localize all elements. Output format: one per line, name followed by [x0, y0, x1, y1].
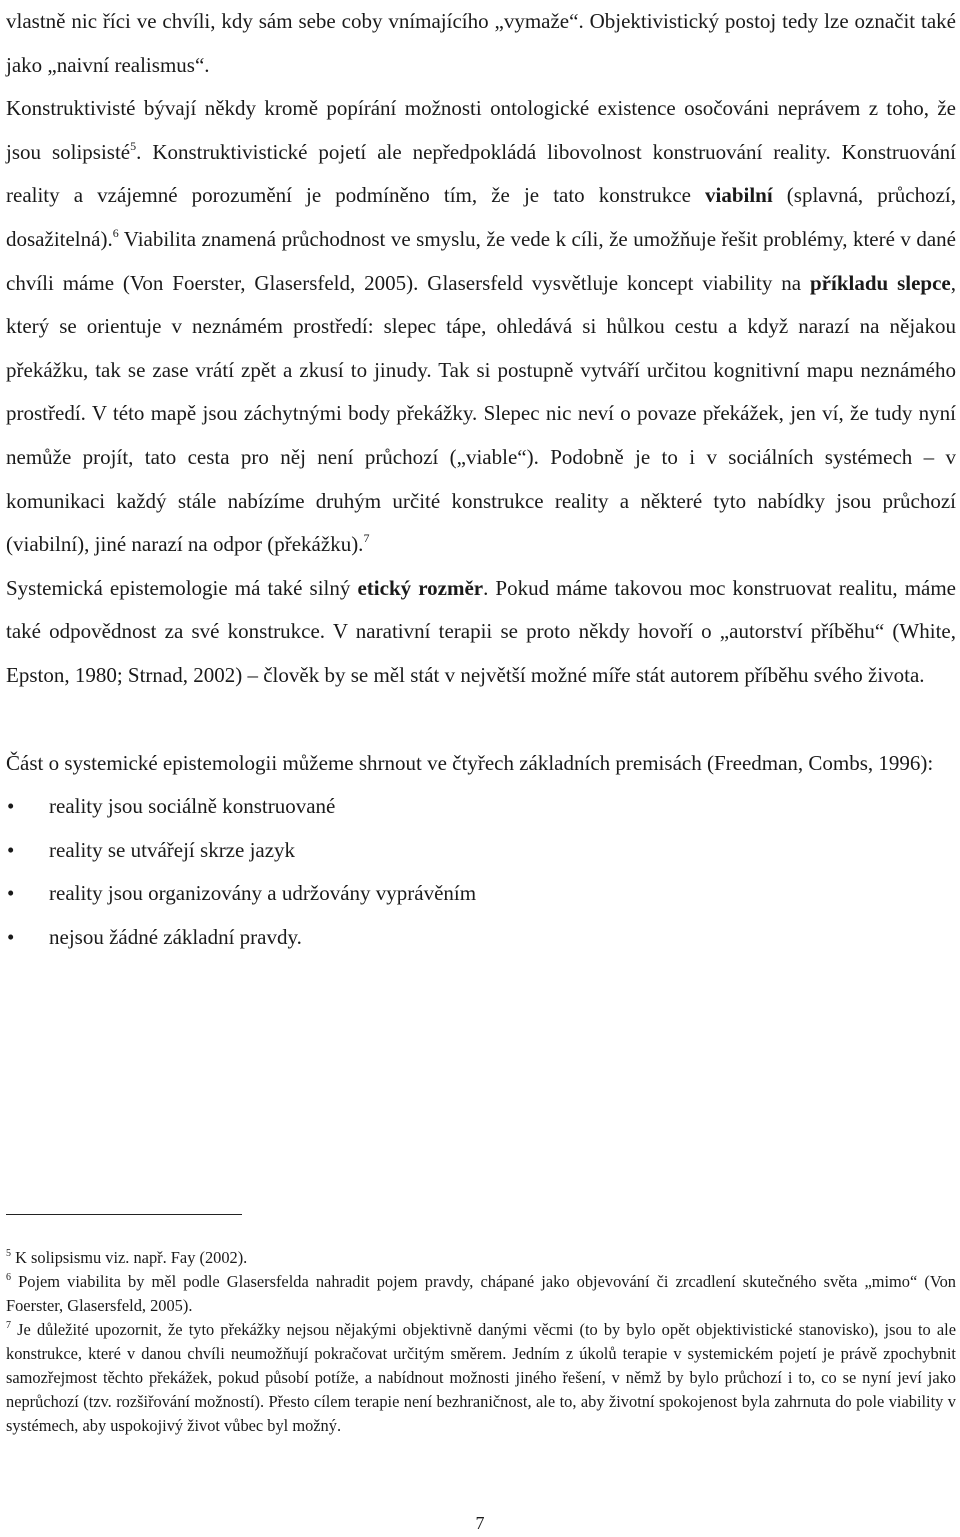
- footnote-number: 5: [6, 1248, 11, 1259]
- list-item: [6, 785, 956, 829]
- footnote-5: [6, 1246, 956, 1270]
- paragraph-2-text-a: Konstruktivisté bývají někdy kromě popírání možnosti ontologické existence osočováni neprávem z toho, že jsou solipsisté: [6, 96, 956, 164]
- bullet-icon: •: [7, 837, 15, 862]
- paragraph-2: [6, 87, 956, 567]
- footnote-text: Je důležité upozornit, že tyto překážky nejsou nějakými objektivně danými věcmi (to by bylo opět objektivistické stanovisko), jsou to ale konstrukce, které v danou chvíli neumožňují pokračovat určitým směrem. Jedním z úkolů terapie v systemickém pojetí je právě zpochybnit samozřejmost těchto překážek, pokud působí potíže, a nabídnout možnosti jiného řešení, v němž by bylo průchozí i to, co se nyní jeví jako neprůchozí (tzv. rozšiřování možností). Přesto cílem terapie není bezhraničnost, ale to, aby životní spokojenost byla zahrnuta do pole viability v systémech, aby uspokojivý život vůbec byl možný.: [6, 1320, 956, 1435]
- list-item-text: reality se utvářejí skrze jazyk: [49, 837, 296, 862]
- paragraph-spacer: [6, 698, 956, 742]
- footnote-ref-7[interactable]: 7: [363, 531, 370, 546]
- footnote-number: 6: [6, 1272, 11, 1283]
- term-priklad-slepce: příkladu slepce: [810, 270, 951, 295]
- bullet-icon: •: [7, 794, 15, 819]
- list-item-text: nejsou žádné základní pravdy.: [49, 924, 302, 949]
- footnote-ref-6[interactable]: 6: [112, 225, 119, 240]
- paragraph-1-text: vlastně nic říci ve chvíli, kdy sám sebe coby vnímajícího „vymaže“. Objektivistický postoj tedy lze označit také jako „naivní realismus“.: [6, 9, 956, 77]
- list-item: [6, 916, 956, 960]
- paragraph-4: [6, 742, 956, 786]
- paragraph-2-text-e: , který se orientuje v neznámém prostředí: slepec tápe, ohledává si hůlkou cestu a když narazí na nějakou překážku, tak se zase vrátí zpět a zkusí to jinudy. Tak si postupně vytváří určitou kognitivní mapu neznámého prostředí. V této mapě jsou záchytnými body překážky. Slepec nic neví o povaze překážek, jen ví, že tudy nyní nemůže projít, tato cesta pro něj není průchozí („viable“). Podobně je to i v sociálních systémech – v komunikaci každý stále nabízíme druhým určité konstrukce reality a některé tyto nabídky jsou průchozí (viabilní), jiné narazí na odpor (překážku).: [6, 270, 956, 557]
- bullet-icon: •: [7, 881, 15, 906]
- page-number: 7: [475, 1513, 485, 1533]
- paragraph-3-text-b: . Pokud máme takovou moc konstruovat realitu, máme také odpovědnost za své konstrukce. V narativní terapii se proto někdy hovoří o „autorství příběhu“ (White, Epston, 1980; Strnad, 2002) – člověk by se měl stát v největší možné míře stát autorem příběhu svého života.: [6, 575, 957, 687]
- list-item: [6, 829, 956, 873]
- paragraph-4-text: Část o systemické epistemologii můžeme shrnout ve čtyřech základních premisách (Freedman, Combs, 1996):: [6, 750, 934, 775]
- paragraph-2-text-d: Viabilita znamená průchodnost ve smyslu, že vede k cíli, že umožňuje řešit problémy, které v dané chvíli máme (Von Foerster, Glasersfeld, 2005). Glasersfeld vysvětluje koncept viability na: [6, 226, 956, 295]
- paragraph-2-text-b: . Konstruktivistické pojetí ale nepředpokládá libovolnost konstruování reality. Konstruování reality a vzájemné porozumění je podmíněno tím, že je tato konstrukce: [6, 139, 957, 208]
- footnote-number: 7: [6, 1320, 11, 1331]
- main-text: [6, 0, 956, 959]
- footnote-7: [6, 1318, 956, 1438]
- paragraph-3-text-a: Systemická epistemologie má také silný: [6, 575, 358, 600]
- footnote-text: Pojem viabilita by měl podle Glasersfelda nahradit pojem pravdy, chápané jako objevování či zrcadlení skutečného světa „mimo“ (Von Foerster, Glasersfeld, 2005).: [6, 1272, 956, 1315]
- paragraph-2-text-c: (splavná, průchozí, dosažitelná).: [6, 183, 956, 251]
- footnote-separator: [6, 1214, 242, 1215]
- footnote-text: K solipsismu viz. např. Fay (2002).: [11, 1248, 248, 1267]
- list-item: [6, 872, 956, 916]
- footnote-6: [6, 1270, 956, 1318]
- footnote-ref-5[interactable]: 5: [130, 138, 137, 153]
- bullet-icon: •: [7, 924, 15, 949]
- paragraph-3: [6, 567, 956, 698]
- term-viabilni: viabilní: [705, 183, 773, 208]
- term-eticky-rozmer: etický rozměr: [357, 575, 484, 600]
- premises-list: [6, 785, 956, 959]
- footnotes: [6, 1246, 956, 1438]
- list-item-text: reality jsou sociálně konstruované: [49, 794, 336, 819]
- list-item-text: reality jsou organizovány a udržovány vyprávěním: [49, 881, 477, 906]
- paragraph-1: [6, 0, 956, 87]
